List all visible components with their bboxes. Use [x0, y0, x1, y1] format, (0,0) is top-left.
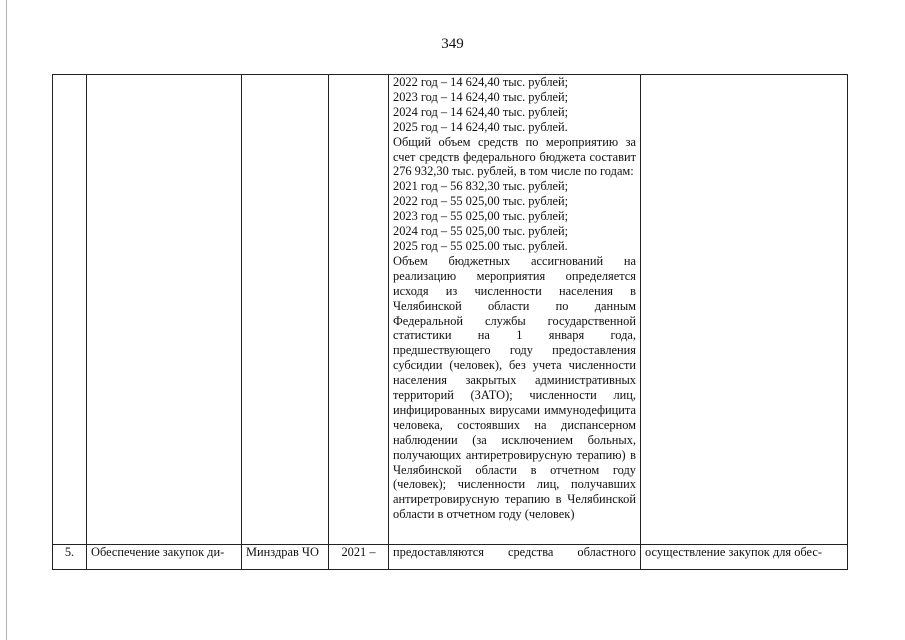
page-edge-line [6, 0, 7, 640]
result-text: осуществление закупок для обес- [641, 545, 848, 570]
executor-name: Минздрав ЧО [242, 545, 329, 570]
row-number: 5. [53, 545, 87, 570]
federal-year-line: 2022 год – 55 025,00 тыс. рублей; [393, 194, 569, 209]
cell-funding [389, 75, 641, 545]
table-row [53, 545, 848, 570]
federal-year-line: 2021 год – 56 832,30 тыс. рублей; [393, 179, 569, 194]
cell-number [53, 75, 87, 545]
subsidy-year-line: 2023 год – 14 624,40 тыс. рублей; [393, 89, 569, 104]
subsidy-year-line: 2024 год – 14 624,40 тыс. рублей; [393, 104, 569, 119]
federal-year-line: 2023 год – 55 025,00 тыс. рублей; [393, 209, 569, 224]
cell-result [641, 75, 848, 545]
cell-measure-name [87, 75, 242, 545]
table-row-continuation [53, 75, 848, 545]
page-number: 349 [441, 36, 464, 52]
subsidy-year-line: 2022 год – 14 624,40 тыс. рублей; [393, 75, 569, 89]
cell-executor [242, 75, 329, 545]
measure-name: Обеспечение закупок ди- [87, 545, 242, 570]
period-text: 2021 – [329, 545, 389, 570]
federal-total-text: Общий объем средств по мероприятию за счет средств федерального бюджета составит 276 932,30 тыс. рублей, в том числе по годам: [393, 134, 636, 179]
federal-year-line: 2025 год – 55 025.00 тыс. рублей. [393, 238, 568, 253]
cell-period [329, 75, 389, 545]
funding-text: предоставляются средства областного [389, 545, 641, 570]
subsidy-year-line: 2025 год – 14 624,40 тыс. рублей. [393, 119, 568, 134]
measures-table [52, 74, 848, 570]
allocation-method-text: Объем бюджетных ассигнований на реализацию мероприятия определяется исходя из численности населения в Челябинской области по данным Федеральной службы государственной статистики на 1 января года, предшествующего году предоставления субсидии (человек), без учета численности населения закрытых административных территорий (ЗАТО); численности лиц, инфицированных вирусами иммунодефицита человека, состоявших на диспансерном наблюдении (за исключением больных, получающих антиретровирусную терапию) в Челябинской области в отчетном году (человек); численности лиц, получавших антиретровирусную терапию в Челябинской области в отчетном году (человек) [393, 253, 636, 522]
federal-year-line: 2024 год – 55 025,00 тыс. рублей; [393, 224, 569, 239]
